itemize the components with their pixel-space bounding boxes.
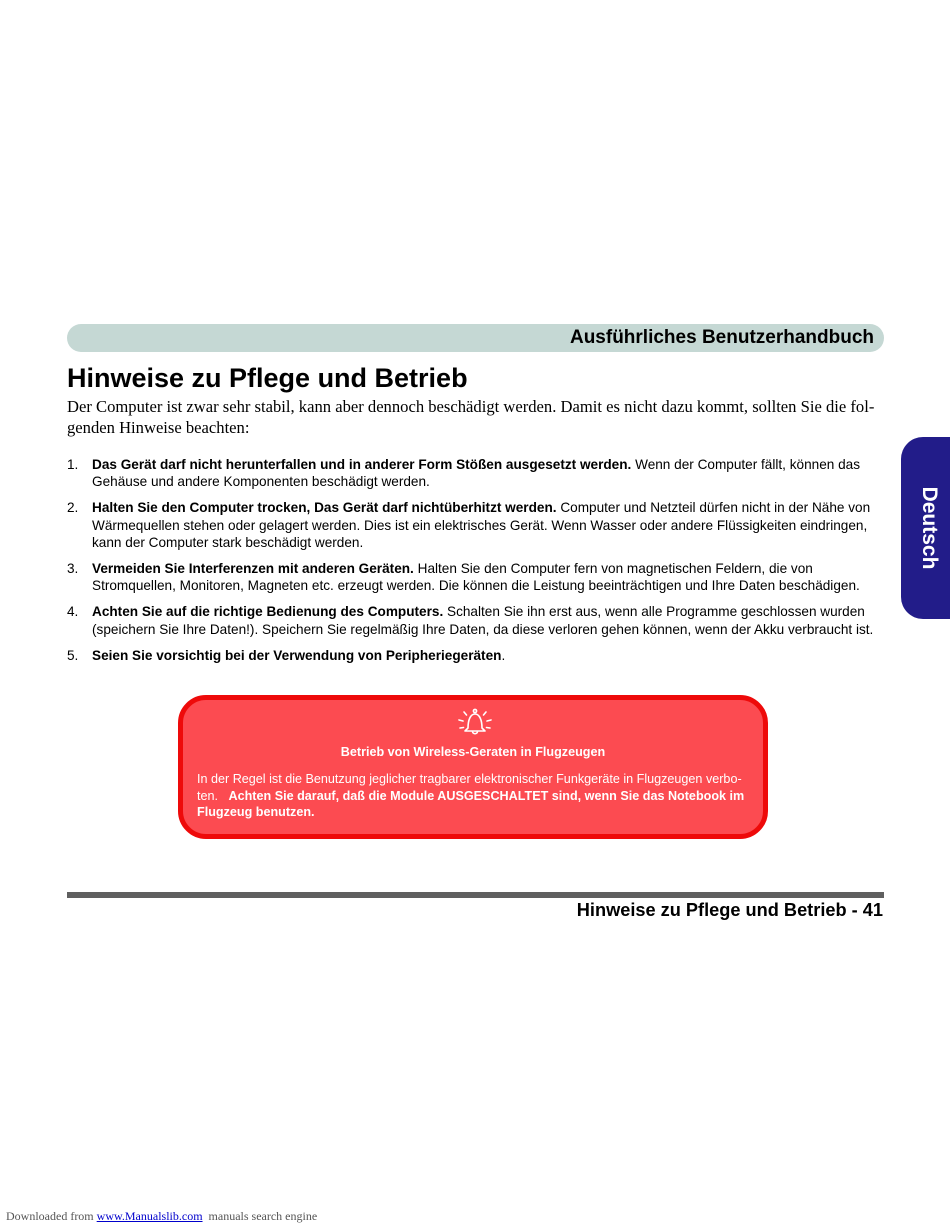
- bell-icon: [456, 708, 494, 738]
- item-line: Gehäuse und andere Komponenten beschädigt werden.: [92, 474, 430, 490]
- item-line: [92, 456, 884, 473]
- item-number: 3.: [67, 561, 79, 577]
- item-heading: Vermeiden Sie Interferenzen mit anderen Geräten.: [92, 561, 414, 577]
- warning-text: [197, 771, 751, 821]
- warning-line: [197, 788, 751, 805]
- warning-title: Betrieb von Wireless-Geraten in Flugzeugen: [340, 745, 606, 759]
- item-line: (speichern Sie Ihre Daten!). Speichern Sie regelmäßig Ihre Daten, da diese verloren gehen können, wenn der Akku verbraucht ist.: [92, 621, 874, 637]
- warning-text-bold: Achten Sie darauf, daß die Module AUSGESCHALTET sind, wenn Sie das Notebook im: [228, 788, 745, 803]
- warning-line: Flugzeug benutzen.: [197, 805, 315, 819]
- intro-line: Der Computer ist zwar sehr stabil, kann aber dennoch beschädigt werden. Damit es nicht dazu kommt, sollten Sie die fol-: [67, 397, 875, 416]
- list-item: [67, 647, 884, 664]
- item-heading: Seien Sie vorsichtig bei der Verwendung von Peripheriegeräten: [92, 647, 502, 663]
- item-heading: Halten Sie den Computer trocken, Das Gerät darf nichtüberhitzt werden.: [92, 500, 557, 516]
- item-text: .: [501, 647, 506, 663]
- list-item: [67, 560, 884, 594]
- item-number: 5.: [67, 647, 79, 663]
- item-number: 2.: [67, 500, 79, 516]
- download-note: [6, 1208, 317, 1224]
- item-number: 4.: [67, 604, 79, 620]
- footer-page-label: Hinweise zu Pflege und Betrieb - 41: [576, 900, 883, 920]
- item-line: Stromquellen, Monitoren, Magneten etc. erzeugt werden. Die können die Leistung beeinträchtigen und Ihre Daten beschädigen.: [92, 578, 860, 594]
- download-prefix: Downloaded from: [6, 1209, 97, 1223]
- page-title: Hinweise zu Pflege und Betrieb: [67, 363, 468, 393]
- item-heading: Achten Sie auf die richtige Bedienung des Computers.: [92, 604, 444, 620]
- manualslib-link[interactable]: www.Manualslib.com: [96, 1209, 203, 1223]
- item-line: [92, 560, 884, 577]
- item-text: Halten Sie den Computer fern von magnetischen Feldern, die von: [413, 561, 813, 577]
- item-text: Schalten Sie ihn erst aus, wenn alle Programme geschlossen wurden: [443, 604, 865, 620]
- list-item: [67, 603, 884, 637]
- warning-text-plain: ten.: [197, 788, 229, 803]
- language-tab-label: Deutsch: [918, 486, 941, 570]
- item-line: [92, 603, 884, 620]
- manual-title: Ausführliches Benutzerhandbuch: [569, 327, 874, 348]
- item-line: [92, 499, 884, 516]
- warning-line: In der Regel ist die Benutzung jeglicher tragbarer elektronischer Funkgeräte in Flugzeugen verbo-: [197, 772, 742, 786]
- item-line: [92, 647, 884, 664]
- care-instructions-list: [67, 456, 884, 673]
- item-text: Wenn der Computer fällt, können das: [631, 457, 861, 472]
- item-heading: Das Gerät darf nicht herunterfallen und in anderer Form Stößen ausgesetzt werden.: [92, 457, 632, 472]
- warning-box: [178, 695, 768, 839]
- header-bar: [67, 324, 884, 352]
- footer-divider: [67, 892, 884, 898]
- download-suffix: manuals search engine: [202, 1209, 318, 1223]
- list-item: [67, 456, 884, 490]
- intro-line: genden Hinweise beachten:: [67, 418, 250, 437]
- item-line: Wärmequellen stehen oder gelagert werden. Dies ist ein elektrisches Gerät. Wenn Wasser oder andere Flüssigkeiten eindringen,: [92, 517, 868, 533]
- item-text: Computer und Netzteil dürfen nicht in der Nähe von: [556, 500, 871, 516]
- list-item: [67, 499, 884, 551]
- intro-paragraph: [67, 396, 884, 438]
- item-number: 1.: [67, 457, 79, 472]
- item-line: kann der Computer stark beschädigt werden.: [92, 534, 364, 550]
